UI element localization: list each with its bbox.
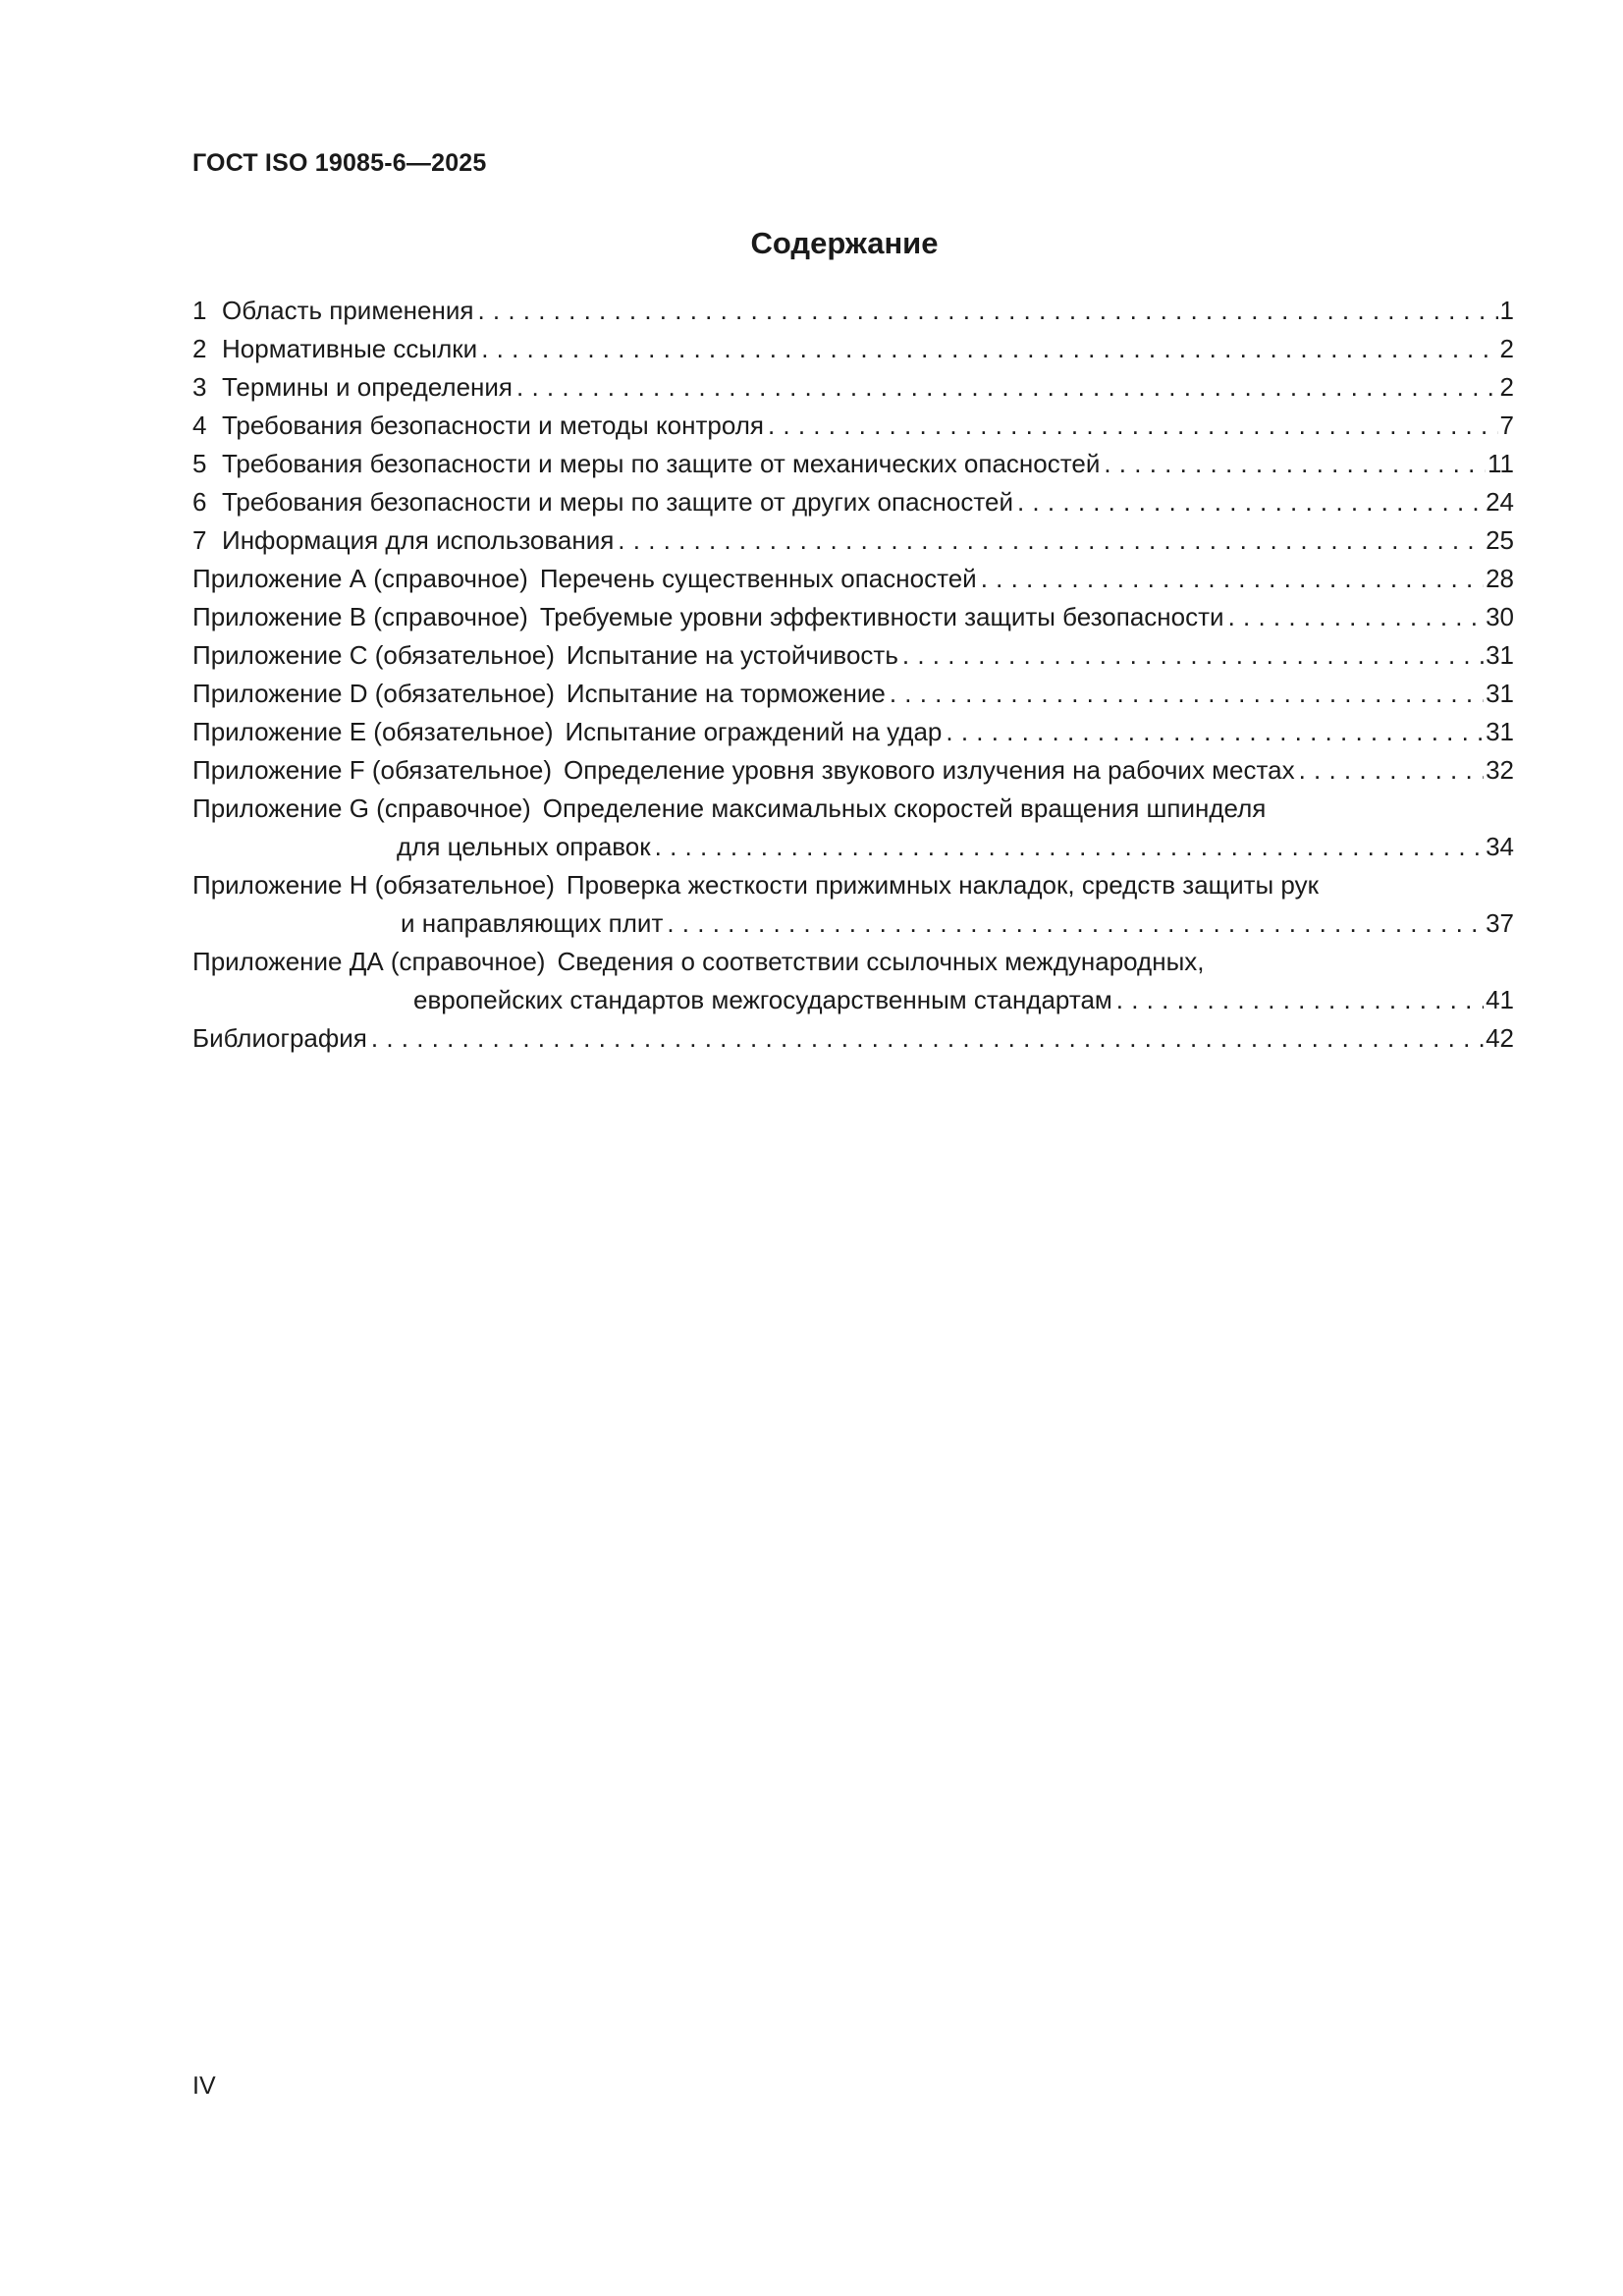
toc-entry-title: Термины и определения xyxy=(222,372,514,402)
dot-leader xyxy=(902,636,1484,675)
annex-title: Сведения о соответствии ссылочных международных, xyxy=(557,947,1205,976)
dot-leader xyxy=(1228,598,1485,636)
dot-leader xyxy=(1299,751,1485,790)
toc-entry-page: 34 xyxy=(1486,832,1514,861)
toc-entry-title: Информация для использования xyxy=(222,525,615,555)
table-of-contents xyxy=(192,292,1514,1058)
toc-annex-h-continued[interactable] xyxy=(192,904,1514,943)
toc-entry-number: 4 xyxy=(192,410,207,440)
annex-title: Определение уровня звукового излучения на рабочих местах xyxy=(564,755,1295,785)
toc-entry-4[interactable] xyxy=(192,407,1514,445)
toc-entry-title: Требования безопасности и методы контроля xyxy=(222,410,764,440)
bibliography-label: Библиография xyxy=(192,1023,367,1053)
dot-leader xyxy=(667,904,1484,943)
toc-annex-h[interactable] xyxy=(192,866,1514,904)
toc-annex-g-continued[interactable] xyxy=(192,828,1514,866)
toc-entry-page: 32 xyxy=(1486,755,1514,785)
annex-title-continued: и направляющих плит xyxy=(401,908,664,938)
toc-annex-e[interactable] xyxy=(192,713,1514,751)
dot-leader xyxy=(371,1019,1484,1058)
toc-entry-number: 7 xyxy=(192,525,207,555)
toc-entry-title: Область применения xyxy=(222,296,474,325)
annex-title: Требуемые уровни эффективности защиты безопасности xyxy=(539,602,1224,631)
dot-leader xyxy=(477,292,1497,330)
dot-leader xyxy=(618,521,1484,560)
annex-label: Приложение С (обязательное) xyxy=(192,640,555,670)
annex-title-continued: европейских стандартов межгосударственным стандартам xyxy=(413,985,1112,1014)
toc-entry-3[interactable] xyxy=(192,368,1514,407)
toc-entry-page: 31 xyxy=(1486,717,1514,746)
dot-leader xyxy=(655,828,1484,866)
annex-title: Испытание ограждений на удар xyxy=(565,717,943,746)
toc-entry-number: 6 xyxy=(192,487,207,517)
toc-entry-5[interactable] xyxy=(192,445,1514,483)
annex-label: Приложение D (обязательное) xyxy=(192,679,555,708)
dot-leader xyxy=(1116,981,1484,1019)
toc-entry-page: 31 xyxy=(1486,640,1514,670)
toc-annex-da[interactable] xyxy=(192,943,1514,981)
toc-entry-title: Нормативные ссылки xyxy=(222,334,478,363)
annex-title: Испытание на торможение xyxy=(566,679,886,708)
toc-entry-page: 2 xyxy=(1499,372,1514,402)
toc-entry-title: Требования безопасности и меры по защите от других опасностей xyxy=(222,487,1013,517)
toc-entry-page: 1 xyxy=(1499,296,1514,325)
toc-annex-f[interactable] xyxy=(192,751,1514,790)
annex-label: Приложение ДА (справочное) xyxy=(192,947,546,976)
toc-entry-number: 1 xyxy=(192,296,207,325)
toc-entry-page: 28 xyxy=(1486,564,1514,593)
toc-entry-number: 3 xyxy=(192,372,207,402)
toc-entry-number: 2 xyxy=(192,334,207,363)
toc-entry-page: 31 xyxy=(1486,679,1514,708)
toc-annex-b[interactable] xyxy=(192,598,1514,636)
toc-annex-g[interactable] xyxy=(192,790,1514,828)
toc-entry-2[interactable] xyxy=(192,330,1514,368)
annex-label: Приложение G (справочное) xyxy=(192,793,531,823)
toc-entry-6[interactable] xyxy=(192,483,1514,521)
toc-annex-da-continued[interactable] xyxy=(192,981,1514,1019)
toc-entry-1[interactable] xyxy=(192,292,1514,330)
toc-annex-d[interactable] xyxy=(192,675,1514,713)
document-code: ГОСТ ISO 19085-6—2025 xyxy=(192,149,487,177)
toc-entry-page: 42 xyxy=(1486,1023,1514,1053)
annex-label: Приложение H (обязательное) xyxy=(192,870,555,900)
annex-title: Перечень существенных опасностей xyxy=(539,564,977,593)
dot-leader xyxy=(946,713,1484,751)
toc-bibliography[interactable] xyxy=(192,1019,1514,1058)
toc-entry-page: 41 xyxy=(1486,985,1514,1014)
annex-title: Испытание на устойчивость xyxy=(566,640,898,670)
toc-entry-page: 25 xyxy=(1486,525,1514,555)
dot-leader xyxy=(890,675,1484,713)
toc-annex-c[interactable] xyxy=(192,636,1514,675)
dot-leader xyxy=(1017,483,1484,521)
toc-entry-title: Требования безопасности и меры по защите от механических опасностей xyxy=(222,449,1101,478)
dot-leader xyxy=(1104,445,1486,483)
annex-title: Проверка жесткости прижимных накладок, средств защиты рук xyxy=(566,870,1319,900)
toc-annex-a[interactable] xyxy=(192,560,1514,598)
annex-label: Приложение В (справочное) xyxy=(192,602,528,631)
annex-label: Приложение E (обязательное) xyxy=(192,717,554,746)
toc-entry-page: 11 xyxy=(1488,449,1514,478)
dot-leader xyxy=(516,368,1498,407)
toc-entry-page: 37 xyxy=(1486,908,1514,938)
dot-leader xyxy=(981,560,1484,598)
toc-entry-page: 2 xyxy=(1499,334,1514,363)
annex-title-continued: для цельных оправок xyxy=(397,832,651,861)
toc-entry-page: 24 xyxy=(1486,487,1514,517)
toc-entry-7[interactable] xyxy=(192,521,1514,560)
dot-leader xyxy=(768,407,1498,445)
toc-title: Содержание xyxy=(750,226,939,260)
annex-title: Определение максимальных скоростей вращения шпинделя xyxy=(542,793,1267,823)
dot-leader xyxy=(481,330,1497,368)
toc-entry-page: 30 xyxy=(1486,602,1514,631)
page-number: IV xyxy=(192,2072,216,2100)
toc-entry-number: 5 xyxy=(192,449,207,478)
toc-entry-page: 7 xyxy=(1499,410,1514,440)
annex-label: Приложение А (справочное) xyxy=(192,564,528,593)
annex-label: Приложение F (обязательное) xyxy=(192,755,553,785)
